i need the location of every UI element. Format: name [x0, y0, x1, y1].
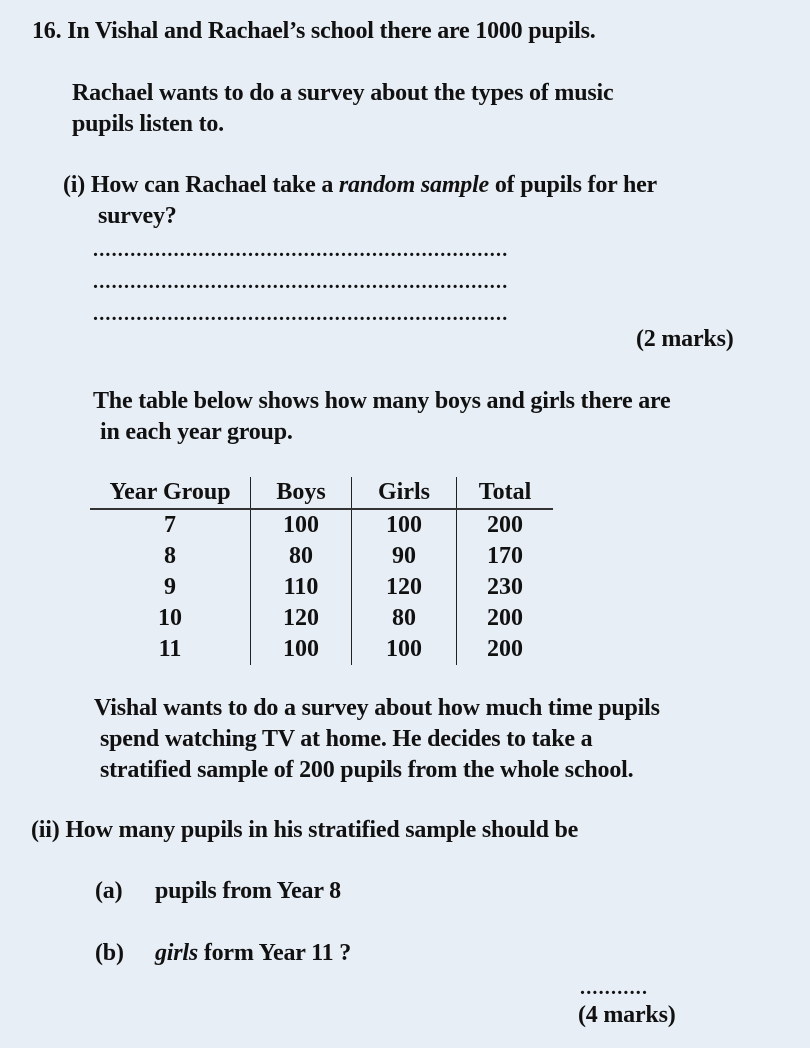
part-i-question — [63, 170, 657, 201]
cell-year: 7 — [164, 512, 176, 538]
part-ii-b-label: (b) — [95, 940, 124, 966]
part-ii-a — [95, 876, 341, 907]
part-i-italic-term: random sample — [338, 172, 490, 198]
question-number: 16. — [32, 18, 62, 44]
answer-line-1[interactable]: ................................................................... — [93, 240, 509, 260]
cell-total: 200 — [457, 634, 554, 665]
header-year-group: Year Group — [90, 477, 251, 509]
answer-line-3[interactable]: ................................................................... — [93, 304, 509, 324]
part-ii-b-italic-term: girls — [155, 940, 199, 966]
vishal-context-line-2: spend watching TV at home. He decides to take a — [100, 726, 593, 752]
question-intro: In Vishal and Rachael’s school there are 1000 pupils. — [67, 18, 596, 44]
part-ii-label: (ii) — [31, 817, 60, 843]
header-total: Total — [457, 477, 554, 509]
part-i-text-after: of pupils for her — [489, 172, 657, 198]
answer-line-2[interactable]: ................................................................... — [93, 272, 509, 292]
part-ii-a-text: pupils from Year 8 — [155, 878, 341, 904]
part-ii-marks: (4 marks) — [578, 1002, 676, 1028]
cell-boys: 110 — [251, 572, 352, 603]
part-ii-answer-line[interactable]: ........... — [580, 978, 649, 998]
cell-boys: 100 — [251, 509, 352, 541]
cell-year: 8 — [164, 543, 176, 569]
cell-year: 11 — [158, 636, 182, 662]
part-i-text-before: How can Rachael take a — [90, 172, 339, 198]
cell-total: 170 — [457, 541, 554, 572]
part-ii-b — [95, 938, 351, 969]
vishal-context-line-1: Vishal wants to do a survey about how much time pupils — [94, 695, 660, 721]
cell-girls: 100 — [352, 509, 457, 541]
cell-boys: 80 — [251, 541, 352, 572]
part-i-question-line-2: survey? — [98, 203, 177, 229]
cell-total: 200 — [457, 603, 554, 634]
cell-year: 10 — [158, 605, 182, 631]
cell-girls: 80 — [352, 603, 457, 634]
question-heading — [32, 16, 596, 47]
header-boys: Boys — [251, 477, 352, 509]
table-intro-line-1: The table below shows how many boys and girls there are — [93, 388, 671, 414]
part-ii-question — [31, 815, 578, 846]
year-group-table — [90, 477, 553, 665]
table-row — [90, 634, 553, 665]
cell-girls: 100 — [352, 634, 457, 665]
part-i-label: (i) — [63, 172, 86, 198]
cell-total: 200 — [457, 509, 554, 541]
cell-boys: 120 — [251, 603, 352, 634]
cell-girls: 120 — [352, 572, 457, 603]
cell-girls: 90 — [352, 541, 457, 572]
cell-year: 9 — [164, 574, 176, 600]
vishal-context-line-3: stratified sample of 200 pupils from the whole school. — [100, 757, 634, 783]
part-ii-b-text: form Year 11 ? — [198, 940, 351, 966]
table-row — [90, 541, 553, 572]
header-girls: Girls — [352, 477, 457, 509]
part-ii-a-label: (a) — [95, 878, 123, 904]
cell-total: 230 — [457, 572, 554, 603]
table-header-row — [90, 477, 553, 509]
part-ii-text: How many pupils in his stratified sample should be — [65, 817, 579, 843]
table-intro-line-2: in each year group. — [100, 419, 293, 445]
rachael-context-line-1: Rachael wants to do a survey about the types of music — [72, 80, 614, 106]
table-row — [90, 603, 553, 634]
rachael-context-line-2: pupils listen to. — [72, 111, 224, 137]
table-row — [90, 509, 553, 541]
part-i-marks: (2 marks) — [636, 326, 734, 352]
table-row — [90, 572, 553, 603]
cell-boys: 100 — [251, 634, 352, 665]
